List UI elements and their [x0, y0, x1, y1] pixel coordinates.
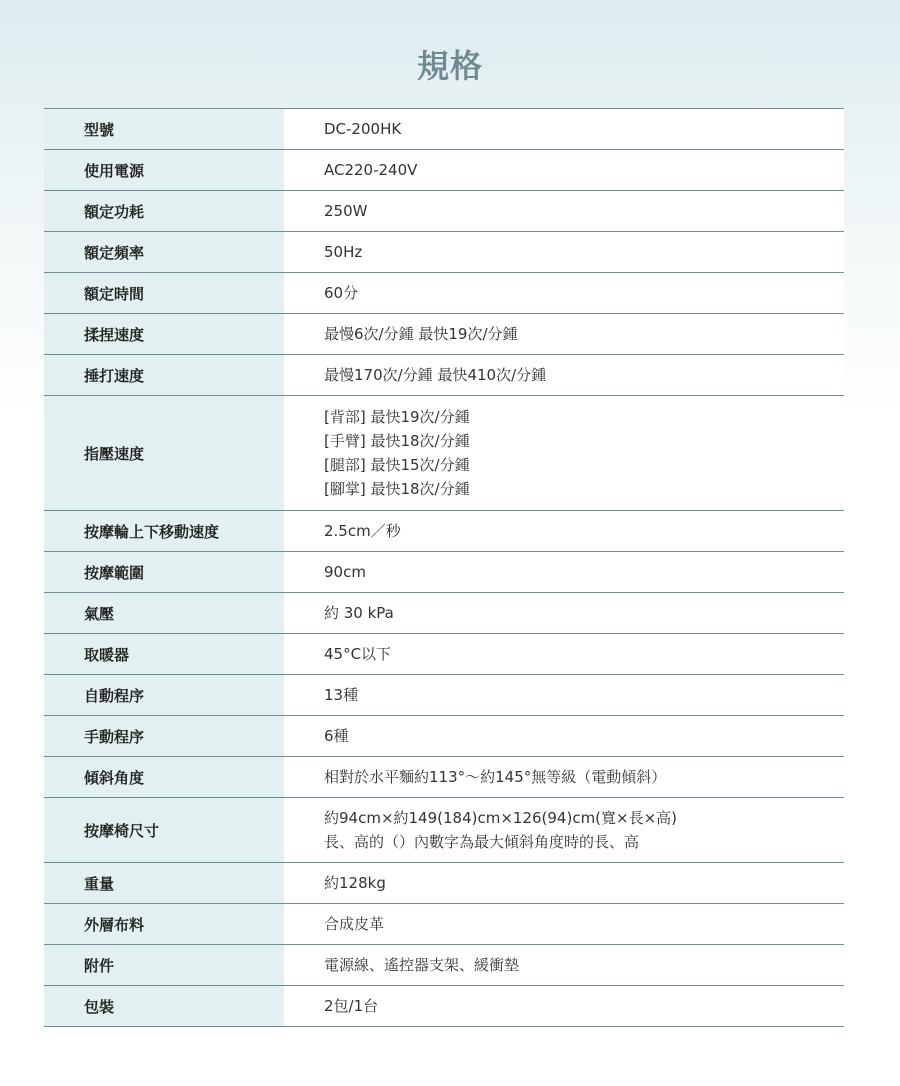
spec-label: 按摩範圍: [44, 552, 284, 592]
spec-value: 約 30 kPa: [324, 604, 394, 622]
spec-label: 重量: [44, 863, 284, 903]
spec-value-cell: [284, 511, 844, 551]
spec-row-auto-programs: [44, 675, 844, 716]
spec-row-model: [44, 109, 844, 150]
spec-label: 額定功耗: [44, 191, 284, 231]
spec-row-power-supply: [44, 150, 844, 191]
spec-value: 2.5cm／秒: [324, 522, 401, 540]
spec-row-upholstery: [44, 904, 844, 945]
spec-value-cell: [284, 716, 844, 756]
spec-value: [腳掌] 最快18次/分鍾: [324, 480, 470, 498]
spec-value: 13種: [324, 686, 359, 704]
spec-value-cell: [284, 863, 844, 903]
spec-value: 電源線、遙控器支架、緩衝墊: [324, 956, 520, 974]
spec-value-cell: [284, 634, 844, 674]
spec-value-cell: [284, 232, 844, 272]
spec-label: 型號: [44, 109, 284, 149]
spec-value: 約94cm×約149(184)cm×126(94)cm(寬×長×高): [324, 809, 678, 827]
spec-row-tapping-speed: [44, 355, 844, 396]
spec-value: 6種: [324, 727, 349, 745]
spec-row-accessories: [44, 945, 844, 986]
spec-value: 90cm: [324, 563, 366, 581]
spec-value: [手臂] 最快18次/分鍾: [324, 432, 470, 450]
spec-value: 250W: [324, 202, 368, 220]
spec-label: 外層布料: [44, 904, 284, 944]
spec-value-cell: [284, 355, 844, 395]
spec-row-chair-dimensions: [44, 798, 844, 863]
spec-row-rated-power: [44, 191, 844, 232]
spec-value: 合成皮革: [324, 915, 385, 933]
spec-label: 氣壓: [44, 593, 284, 633]
spec-value: DC-200HK: [324, 120, 402, 138]
spec-value: 45°C以下: [324, 645, 392, 663]
spec-label: 按摩輪上下移動速度: [44, 511, 284, 551]
spec-value-cell: [284, 396, 844, 510]
spec-label: 傾斜角度: [44, 757, 284, 797]
spec-value-cell: [284, 109, 844, 149]
spec-value: AC220-240V: [324, 161, 418, 179]
spec-row-heater: [44, 634, 844, 675]
spec-value: [背部] 最快19次/分鍾: [324, 408, 470, 426]
spec-label: 按摩椅尺寸: [44, 798, 284, 862]
spec-value-cell: [284, 593, 844, 633]
spec-label: 包裝: [44, 986, 284, 1026]
spec-label: 額定頻率: [44, 232, 284, 272]
spec-value-cell: [284, 552, 844, 592]
spec-row-shiatsu-speed: [44, 396, 844, 511]
spec-label: 額定時間: [44, 273, 284, 313]
spec-row-manual-programs: [44, 716, 844, 757]
spec-value: 最慢6次/分鍾 最快19次/分鍾: [324, 325, 518, 343]
spec-value: [腿部] 最快15次/分鍾: [324, 456, 470, 474]
spec-value: 最慢170次/分鍾 最快410次/分鍾: [324, 366, 547, 384]
spec-value-cell: [284, 273, 844, 313]
spec-value-cell: [284, 904, 844, 944]
spec-value-cell: [284, 757, 844, 797]
spec-value-cell: [284, 986, 844, 1026]
spec-row-roller-speed: [44, 511, 844, 552]
spec-row-packaging: [44, 986, 844, 1027]
spec-value: 相對於水平麵約113°～約145°無等級（電動傾斜）: [324, 768, 667, 786]
spec-table: [44, 108, 844, 1027]
spec-label: 使用電源: [44, 150, 284, 190]
spec-value-cell: [284, 191, 844, 231]
spec-label: 捶打速度: [44, 355, 284, 395]
spec-row-weight: [44, 863, 844, 904]
spec-row-rated-time: [44, 273, 844, 314]
spec-value-cell: [284, 675, 844, 715]
spec-value: 50Hz: [324, 243, 363, 261]
spec-value: 60分: [324, 284, 359, 302]
spec-value-cell: [284, 798, 844, 862]
spec-value: 約128kg: [324, 874, 386, 892]
spec-row-massage-range: [44, 552, 844, 593]
spec-row-rated-frequency: [44, 232, 844, 273]
spec-value: 長、高的（）內數字為最大傾斜角度時的長、高: [324, 833, 640, 851]
spec-label: 揉捏速度: [44, 314, 284, 354]
spec-row-kneading-speed: [44, 314, 844, 355]
spec-value-cell: [284, 945, 844, 985]
spec-row-air-pressure: [44, 593, 844, 634]
spec-row-recline-angle: [44, 757, 844, 798]
spec-value: 2包/1台: [324, 997, 379, 1015]
page-title: 規格: [416, 47, 483, 85]
spec-value-cell: [284, 150, 844, 190]
spec-label: 取暖器: [44, 634, 284, 674]
spec-label: 手動程序: [44, 716, 284, 756]
spec-value-cell: [284, 314, 844, 354]
spec-label: 自動程序: [44, 675, 284, 715]
spec-label: 附件: [44, 945, 284, 985]
spec-label: 指壓速度: [44, 396, 284, 510]
